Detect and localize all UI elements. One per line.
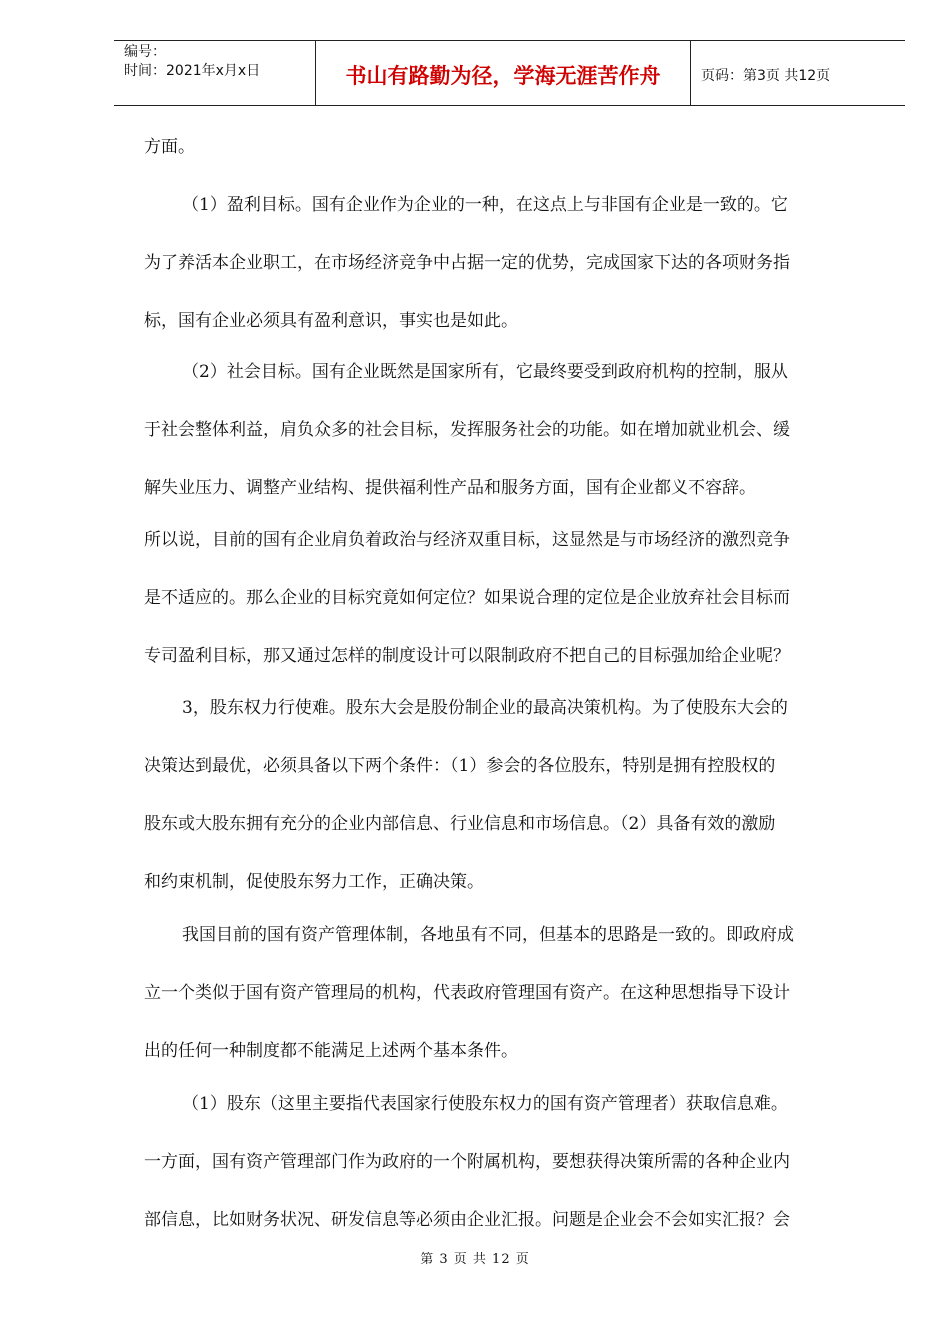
header-meta (114, 41, 316, 105)
text-line: 方面。 (144, 137, 195, 157)
text-line: （1）股东（这里主要指代表国家行使股东权力的国有资产管理者）获取信息难。 (182, 1094, 788, 1114)
text-line: 部信息，比如财务状况、研发信息等必须由企业汇报。问题是企业会不会如实汇报？会 (144, 1210, 790, 1230)
text-line: 3，股东权力行使难。股东大会是股份制企业的最高决策机构。为了使股东大会的 (182, 698, 788, 718)
text-line: 标，国有企业必须具有盈利意识，事实也是如此。 (144, 311, 518, 331)
number-label: 编号： (124, 44, 166, 60)
text-line: 专司盈利目标，那又通过怎样的制度设计可以限制政府不把自己的目标强加给企业呢？ (144, 646, 790, 666)
text-line: 我国目前的国有资产管理体制，各地虽有不同，但基本的思路是一致的。即政府成 (182, 925, 794, 945)
text-line: 决策达到最优，必须具备以下两个条件：（1）参会的各位股东，特别是拥有控股权的 (144, 756, 776, 776)
page-footer: 第 3 页 共 12 页 (420, 1252, 530, 1267)
text-line: 所以说，目前的国有企业肩负着政治与经济双重目标，这显然是与市场经济的激烈竞争 (144, 530, 790, 550)
text-line: 是不适应的。那么企业的目标究竟如何定位？如果说合理的定位是企业放弃社会目标而 (144, 588, 790, 608)
text-line: 一方面，国有资产管理部门作为政府的一个附属机构，要想获得决策所需的各种企业内 (144, 1152, 790, 1172)
text-line: 立一个类似于国有资产管理局的机构，代表政府管理国有资产。在这种思想指导下设计 (144, 983, 790, 1003)
text-line: 解失业压力、调整产业结构、提供福利性产品和服务方面，国有企业都义不容辞。 (144, 478, 756, 498)
time-label: 时间：2021年x月x日 (124, 63, 261, 79)
header-page-info: 页码：第3页 共12页 (701, 68, 831, 84)
text-line: 为了养活本企业职工，在市场经济竞争中占据一定的优势，完成国家下达的各项财务指 (144, 253, 790, 273)
text-line: 股东或大股东拥有充分的企业内部信息、行业信息和市场信息。（2）具备有效的激励 (144, 814, 776, 834)
document-body (144, 130, 874, 1237)
text-line: 出的任何一种制度都不能满足上述两个基本条件。 (144, 1041, 518, 1061)
text-line: （2）社会目标。国有企业既然是国家所有，它最终要受到政府机构的控制，服从 (182, 362, 788, 382)
page-header (114, 40, 905, 106)
text-line: 于社会整体利益，肩负众多的社会目标，发挥服务社会的功能。如在增加就业机会、缓 (144, 420, 790, 440)
text-line: （1）盈利目标。国有企业作为企业的一种，在这点上与非国有企业是一致的。它 (182, 195, 788, 215)
text-line: 和约束机制，促使股东努力工作，正确决策。 (144, 872, 484, 892)
header-motto: 书山有路勤为径，学海无涯苦作舟 (316, 41, 691, 105)
